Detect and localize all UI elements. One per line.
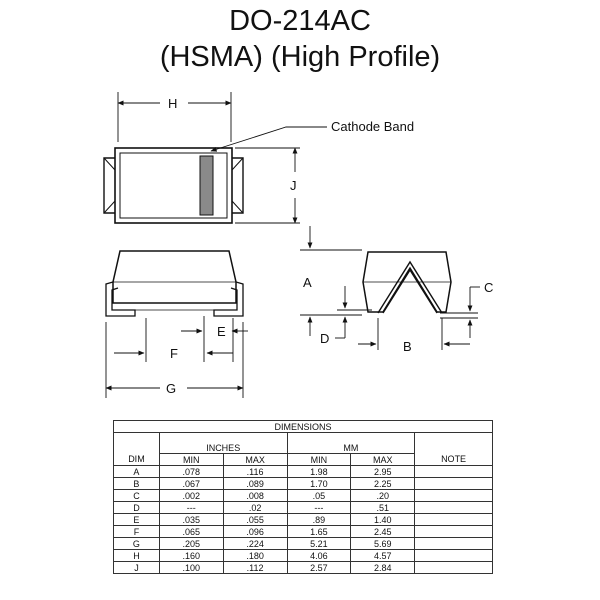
inches-min-cell: .100 — [159, 562, 223, 574]
mm-max-cell: 2.45 — [351, 526, 415, 538]
mm-max-cell: 4.57 — [351, 550, 415, 562]
dim-cell: G — [114, 538, 160, 550]
table-units-row — [114, 433, 493, 454]
dim-label-g: G — [166, 381, 177, 396]
inches-min-header: MIN — [159, 454, 223, 466]
mm-min-cell: .89 — [287, 514, 351, 526]
mm-max-cell: 1.40 — [351, 514, 415, 526]
dim-cell: F — [114, 526, 160, 538]
dim-label-d: D — [320, 331, 330, 346]
left-gull-lead — [106, 282, 135, 316]
inches-max-cell: .112 — [223, 562, 287, 574]
table-row — [114, 514, 493, 526]
mm-max-cell: 2.84 — [351, 562, 415, 574]
inches-max-cell: .089 — [223, 478, 287, 490]
mm-max-cell: .20 — [351, 490, 415, 502]
note-cell — [415, 514, 493, 526]
table-row — [114, 490, 493, 502]
inches-min-cell: .002 — [159, 490, 223, 502]
note-cell — [415, 466, 493, 478]
inches-max-cell: .180 — [223, 550, 287, 562]
inches-header: INCHES — [159, 433, 287, 454]
note-cell — [415, 526, 493, 538]
note-cell — [415, 502, 493, 514]
mm-min-cell: 2.57 — [287, 562, 351, 574]
table-row — [114, 466, 493, 478]
dim-label-a: A — [303, 275, 312, 290]
side-view — [106, 251, 248, 398]
dim-cell: J — [114, 562, 160, 574]
inches-max-cell: .116 — [223, 466, 287, 478]
table-row — [114, 526, 493, 538]
dim-cell: E — [114, 514, 160, 526]
note-cell — [415, 478, 493, 490]
table-row — [114, 562, 493, 574]
top-view — [104, 92, 327, 223]
package-title: DO-214AC — [229, 5, 371, 37]
side-view-body — [113, 251, 236, 303]
mm-header: MM — [287, 433, 415, 454]
mm-min-cell: 1.70 — [287, 478, 351, 490]
dimensions-header: DIMENSIONS — [114, 421, 493, 433]
left-lead-tab — [104, 158, 115, 213]
table-header-row — [114, 421, 493, 433]
inches-max-cell: .008 — [223, 490, 287, 502]
dim-cell: B — [114, 478, 160, 490]
mm-min-cell: --- — [287, 502, 351, 514]
dim-cell: A — [114, 466, 160, 478]
inches-max-cell: .096 — [223, 526, 287, 538]
dim-label-e: E — [217, 324, 226, 339]
table-row — [114, 478, 493, 490]
inches-min-cell: .035 — [159, 514, 223, 526]
inches-max-header: MAX — [223, 454, 287, 466]
mm-min-cell: 1.98 — [287, 466, 351, 478]
inches-min-cell: .078 — [159, 466, 223, 478]
mm-max-cell: 2.25 — [351, 478, 415, 490]
note-cell — [415, 490, 493, 502]
top-view-body — [115, 148, 232, 223]
right-lead-tab — [232, 158, 243, 213]
table-row — [114, 502, 493, 514]
end-view-lead — [378, 262, 442, 313]
dim-label-c: C — [484, 280, 494, 295]
mm-max-cell: 2.95 — [351, 466, 415, 478]
table-row — [114, 550, 493, 562]
dim-col-header: DIM — [114, 454, 160, 466]
dim-cell: D — [114, 502, 160, 514]
inches-max-cell: .224 — [223, 538, 287, 550]
inches-min-cell: .205 — [159, 538, 223, 550]
mm-min-cell: 4.06 — [287, 550, 351, 562]
dim-cell: H — [114, 550, 160, 562]
cathode-band-label: Cathode Band — [331, 119, 415, 134]
inches-max-cell: .055 — [223, 514, 287, 526]
inches-min-cell: .067 — [159, 478, 223, 490]
table-subheader-row — [114, 454, 493, 466]
note-cell — [415, 550, 493, 562]
mm-min-cell: 5.21 — [287, 538, 351, 550]
dimensions-table — [113, 420, 493, 574]
mm-min-cell: 1.65 — [287, 526, 351, 538]
mm-max-cell: .51 — [351, 502, 415, 514]
inches-min-cell: .065 — [159, 526, 223, 538]
mm-max-header: MAX — [351, 454, 415, 466]
note-cell — [415, 538, 493, 550]
mm-min-cell: .05 — [287, 490, 351, 502]
right-gull-lead — [214, 282, 243, 316]
dim-label-f: F — [170, 346, 178, 361]
dim-label-j: J — [290, 178, 297, 193]
dim-label-b: B — [403, 339, 412, 354]
inches-max-cell: .02 — [223, 502, 287, 514]
dim-cell: C — [114, 490, 160, 502]
inches-min-cell: --- — [159, 502, 223, 514]
package-subtitle: (HSMA) (High Profile) — [159, 41, 441, 73]
note-col-header: NOTE — [415, 454, 493, 466]
note-cell — [415, 562, 493, 574]
mm-min-header: MIN — [287, 454, 351, 466]
dim-label-h: H — [168, 96, 178, 111]
cathode-band — [200, 156, 213, 215]
inches-min-cell: .160 — [159, 550, 223, 562]
mm-max-cell: 5.69 — [351, 538, 415, 550]
table-row — [114, 538, 493, 550]
